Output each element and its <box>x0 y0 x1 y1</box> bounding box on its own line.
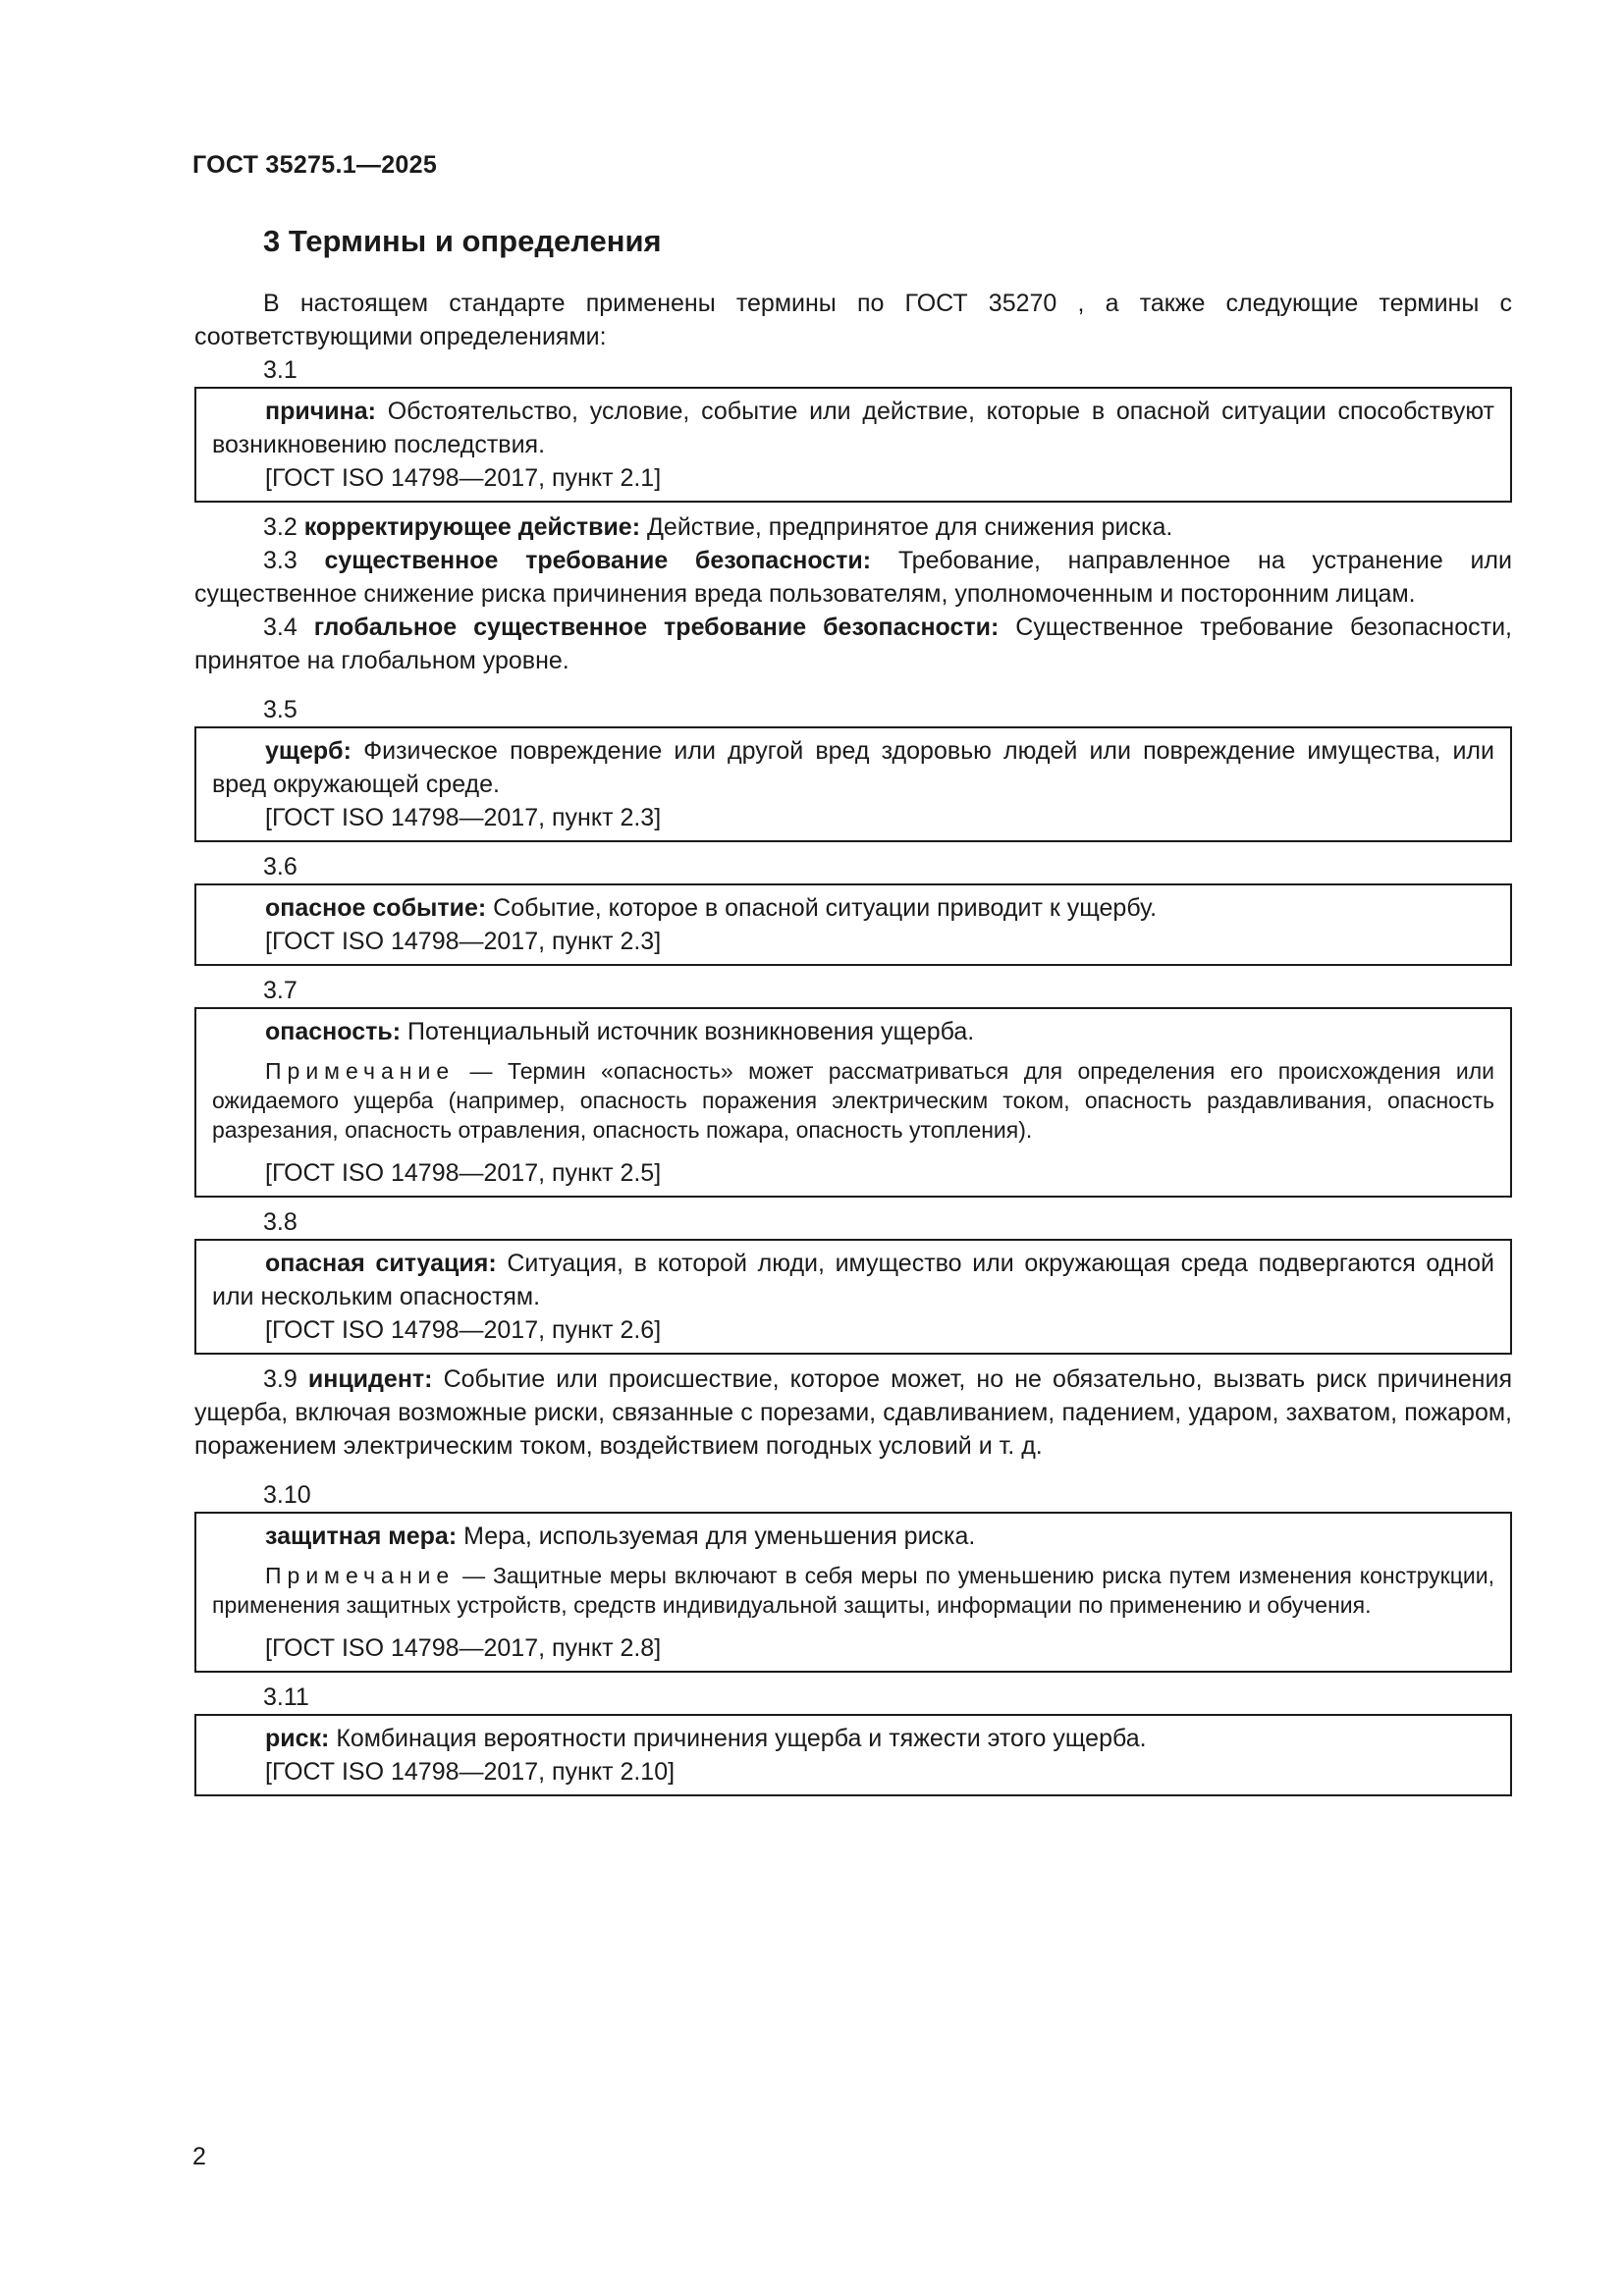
document-header: ГОСТ 35275.1—2025 <box>192 151 438 179</box>
term-name: опасность: <box>265 1018 402 1045</box>
term-name: инцидент: <box>307 1365 433 1393</box>
term-box-3-10 <box>194 1512 1512 1673</box>
term-name: причина: <box>265 398 376 425</box>
term-name: ущерб: <box>265 737 352 765</box>
term-name: глобальное существенное требование безопасности: <box>313 614 1000 641</box>
term-number: 3.7 <box>263 977 298 1004</box>
term-source: [ГОСТ ISO 14798—2017, пункт 2.3] <box>265 804 662 831</box>
term-box-3-1 <box>194 387 1512 503</box>
term-name: корректирующее действие: <box>303 513 641 541</box>
term-number: 3.9 <box>263 1365 298 1393</box>
term-box-3-8 <box>194 1239 1512 1355</box>
term-number: 3.1 <box>263 356 298 384</box>
term-3-9 <box>194 1362 1512 1463</box>
term-source: [ГОСТ ISO 14798—2017, пункт 2.6] <box>265 1316 662 1344</box>
term-name: защитная мера: <box>265 1522 458 1550</box>
term-definition: Комбинация вероятности причинения ущерба и тяжести этого ущерба. <box>329 1725 1147 1752</box>
document-body <box>194 287 1512 1796</box>
term-source: [ГОСТ ISO 14798—2017, пункт 2.5] <box>265 1159 662 1187</box>
term-number: 3.11 <box>263 1683 309 1711</box>
term-number: 3.2 <box>263 513 298 541</box>
term-3-4 <box>194 611 1512 677</box>
term-definition: Физическое повреждение или другой вред здоровью людей или повреждение имущества, или вред окружающей среде. <box>212 737 1494 798</box>
term-definition: Существенное требование безопасности, принятое на глобальном уровне. <box>194 614 1512 674</box>
note-text: — Защитные меры включают в себя меры по уменьшению риска путем изменения конструкции, применения защитных устройств, средств индивидуальной защиты, информации по применению и обучения. <box>212 1563 1494 1618</box>
term-note <box>212 1056 1494 1145</box>
section-title: 3 Термины и определения <box>263 224 662 258</box>
term-3-2 <box>194 510 1512 544</box>
term-box-3-7 <box>194 1007 1512 1198</box>
term-source: [ГОСТ ISO 14798—2017, пункт 2.1] <box>265 464 662 492</box>
term-name: опасное событие: <box>265 894 487 922</box>
term-box-3-6 <box>194 883 1512 966</box>
term-source: [ГОСТ ISO 14798—2017, пункт 2.8] <box>265 1634 662 1662</box>
term-number: 3.6 <box>263 853 298 881</box>
note-text: — Термин «опасность» может рассматриваться для определения его происхождения или ожидаемого ущерба (например, опасность поражения электрическим током, опасность раздавливания, опасность разрезания, опасность отравления, опасность пожара, опасность утопления). <box>212 1058 1494 1143</box>
term-source: [ГОСТ ISO 14798—2017, пункт 2.10] <box>265 1758 676 1786</box>
page-number: 2 <box>192 2143 206 2170</box>
term-definition: Ситуация, в которой люди, имущество или окружающая среда подвергаются одной или нескольким опасностям. <box>212 1250 1495 1310</box>
intro-paragraph: В настоящем стандарте применены термины по ГОСТ 35270 , а также следующие термины с соответствующими определениями: <box>194 290 1512 350</box>
term-definition: Действие, предпринятое для снижения риска. <box>640 513 1173 541</box>
term-box-3-5 <box>194 726 1512 842</box>
term-note <box>212 1561 1494 1620</box>
term-number: 3.3 <box>263 547 298 574</box>
term-definition: Требование, направленное на устранение или существенное снижение риска причинения вреда пользователям, уполномоченным и посторонним лицам. <box>194 547 1512 608</box>
term-name: существенное требование безопасности: <box>324 547 872 574</box>
term-definition: Мера, используемая для уменьшения риска. <box>457 1522 976 1550</box>
term-number: 3.10 <box>263 1481 311 1509</box>
term-definition: Событие, которое в опасной ситуации приводит к ущербу. <box>486 894 1158 922</box>
note-label: Примечание <box>265 1563 456 1588</box>
term-box-3-11 <box>194 1714 1512 1796</box>
note-label: Примечание <box>265 1058 456 1084</box>
term-source: [ГОСТ ISO 14798—2017, пункт 2.3] <box>265 928 662 955</box>
term-number: 3.5 <box>263 696 298 723</box>
term-definition: Потенциальный источник возникновения ущерба. <box>401 1018 975 1045</box>
term-number: 3.4 <box>263 614 298 641</box>
term-name: опасная ситуация: <box>265 1250 497 1277</box>
term-definition: Обстоятельство, условие, событие или действие, которые в опасной ситуации способствуют возникновению последствия. <box>212 398 1494 458</box>
term-name: риск: <box>265 1725 330 1752</box>
term-3-3 <box>194 544 1512 611</box>
term-definition: Событие или происшествие, которое может, но не обязательно, вызвать риск причинения ущерба, включая возможные риски, связанные с порезами, сдавливанием, падением, ударом, захватом, пожаром, поражением электрическим током, воздействием погодных условий и т. д. <box>194 1365 1512 1460</box>
term-number: 3.8 <box>263 1208 298 1236</box>
